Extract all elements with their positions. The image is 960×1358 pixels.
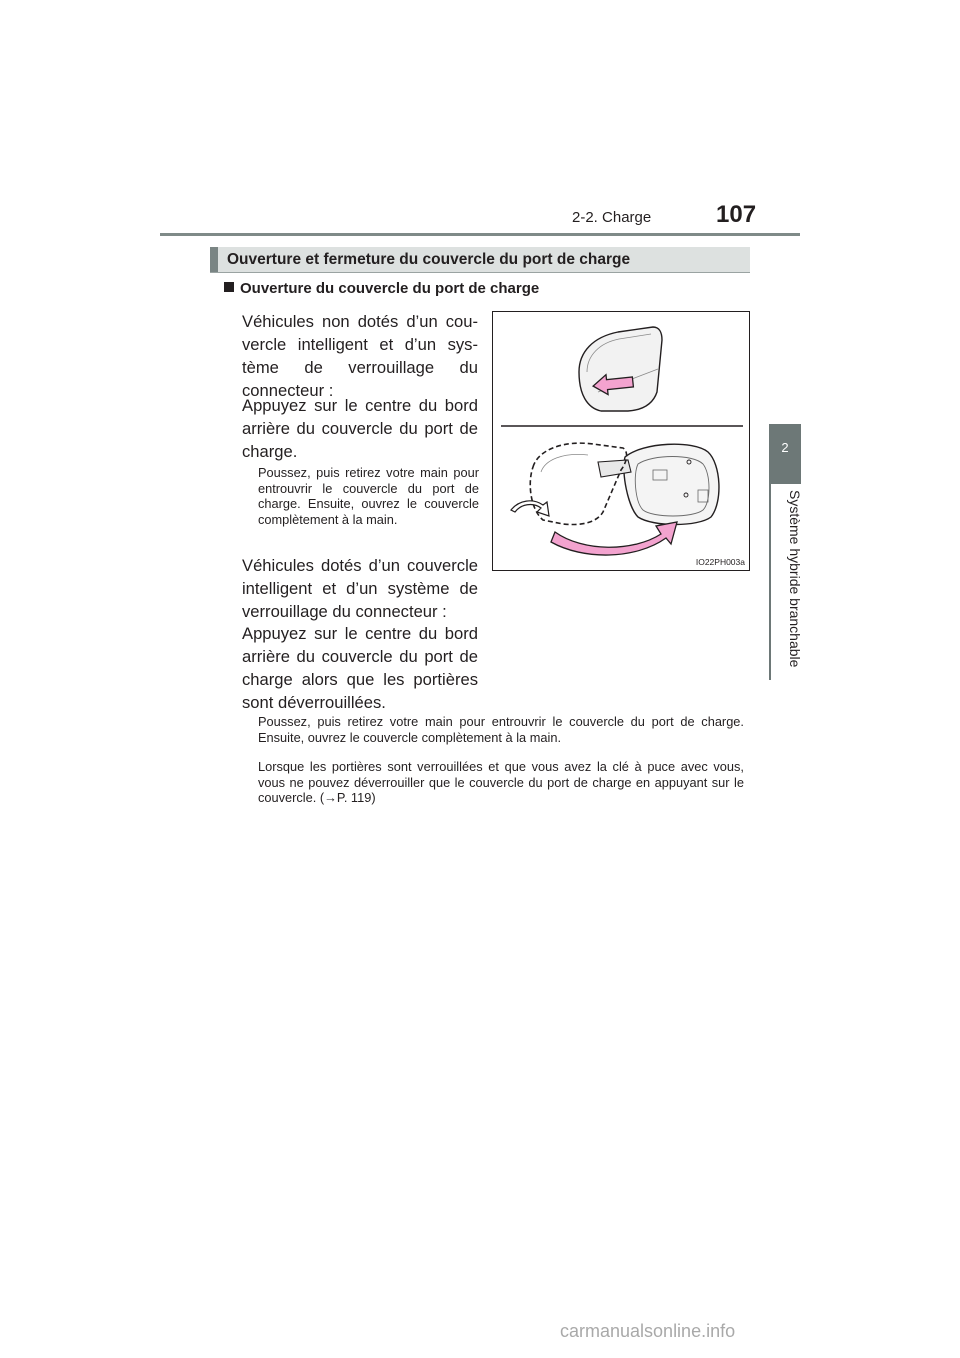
condition-smart-cover: Véhicules dotés d’un couvercle intelligent et d’un système de verrouillage du connecteur : bbox=[242, 556, 478, 621]
note-push-release: Poussez, puis retirez votre main pour entrouvrir le couvercle du port de charge. Ensuite, ouvrez le couvercle complètement à la main. bbox=[258, 465, 479, 527]
header-rule bbox=[160, 233, 800, 236]
footer-watermark: carmanualsonline.info bbox=[560, 1321, 736, 1341]
chapter-tab bbox=[769, 424, 801, 484]
subheading-text: Ouverture du couvercle du port de charge bbox=[240, 280, 540, 297]
chapter-label: Système hybride branchable bbox=[787, 490, 803, 668]
section-banner bbox=[210, 247, 750, 273]
subheading bbox=[224, 280, 539, 297]
condition-no-smart-cover: Véhicules non dotés d’un couvercle intelligent et d’un système de verrouillage du connecteur : bbox=[242, 312, 478, 400]
charge-port-drawing bbox=[493, 312, 751, 572]
charge-port-illustration bbox=[492, 311, 750, 571]
note-locked-smart-key: Lorsque les portières sont verrouillées et que vous avez la clé à puce avec vous, vous ne pouvez déverrouiller que le couvercle du port de charge en appuyant sur le couvercle. (→P. 119) bbox=[258, 759, 744, 805]
page-number: 107 bbox=[716, 201, 757, 228]
section-label: 2-2. Charge bbox=[572, 209, 652, 226]
section-title: Ouverture et fermeture du couvercle du port de charge bbox=[227, 251, 631, 268]
instruction-press-unlocked: Appuyez sur le centre du bord arrière du couvercle du port de charge alors que les portières sont déverrouillées. bbox=[242, 624, 478, 712]
figure-code: IO22PH003a bbox=[695, 557, 745, 567]
chapter-tab-rule bbox=[769, 484, 771, 680]
note-push-release-2: Poussez, puis retirez votre main pour entrouvrir le couvercle du port de charge. Ensuite, ouvrez le couvercle complètement à la main. bbox=[258, 714, 744, 745]
instruction-press-cover: Appuyez sur le centre du bord arrière du couvercle du port de charge. bbox=[242, 396, 478, 461]
chapter-number: 2 bbox=[781, 440, 789, 455]
banner-rule bbox=[210, 272, 750, 273]
square-bullet-icon bbox=[224, 282, 234, 292]
banner-accent-bar bbox=[210, 247, 218, 273]
